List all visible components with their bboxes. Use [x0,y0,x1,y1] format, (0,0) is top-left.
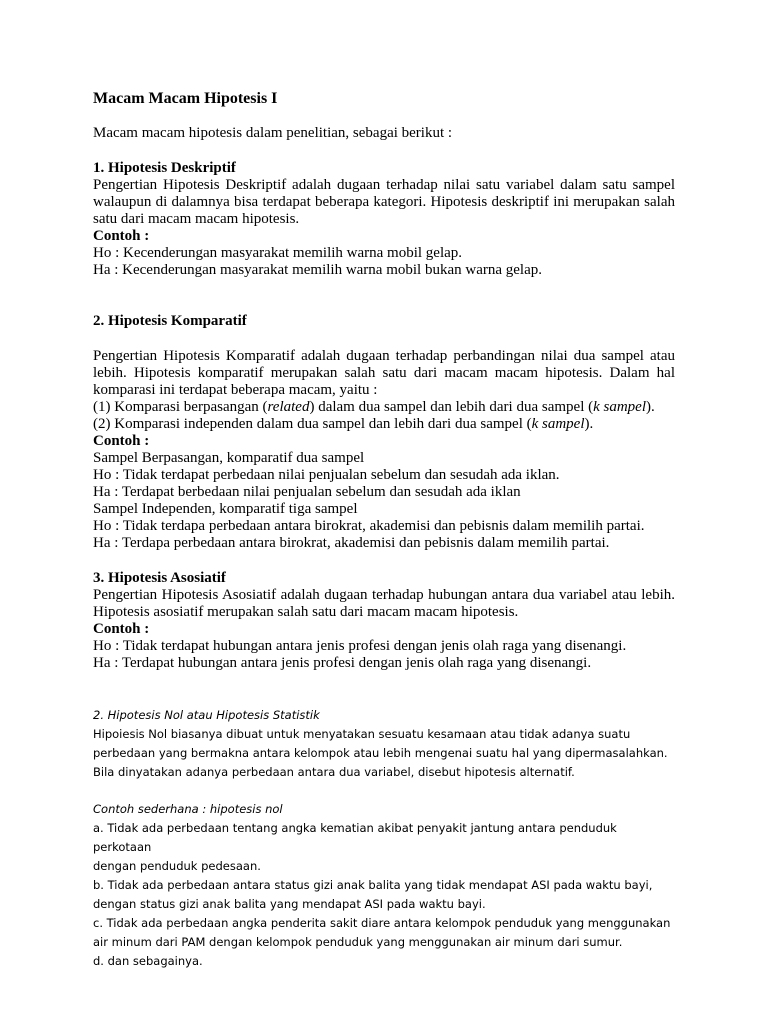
example-line: Ha : Terdapa perbedaan antara birokrat, akademisi dan pebisnis dalam memilih partai. [93,535,610,551]
ho-line: Ho : Kecenderungan masyarakat memilih warna mobil gelap. [93,245,463,261]
list-item-komparasi-1: (1) Komparasi berpasangan (related) dalam dua sampel dan lebih dari dua sampel (k sampel). [93,399,655,415]
section-heading-hipotesis-nol: 2. Hipotesis Nol atau Hipotesis Statistik [93,708,320,722]
section-body-deskriptif: Pengertian Hipotesis Deskriptif adalah dugaan terhadap nilai satu variabel dalam satu sampel walaupun di dalamnya bisa terdapat beberapa kategori. Hipotesis deskriptif ini merupakan salah satu dari macam macam hipotesis. [93,177,675,227]
section-heading-komparatif: 2. Hipotesis Komparatif [93,313,247,329]
body-line: perbedaan yang bermakna antara kelompok atau lebih mengenai suatu hal yang dipermasalahkan. [93,746,668,760]
section-body-asosiatif: Pengertian Hipotesis Asosiatif adalah dugaan terhadap hubungan antara dua variabel atau lebih. Hipotesis asosiatif merupakan salah satu dari macam macam hipotesis. [93,587,675,620]
example-line: Sampel Berpasangan, komparatif dua sampel [93,450,365,466]
contoh-label: Contoh : [93,228,150,244]
ha-line: Ha : Terdapat hubungan antara jenis profesi dengan jenis olah raga yang disenangi. [93,655,592,671]
section-heading-asosiatif: 3. Hipotesis Asosiatif [93,570,226,586]
example-line: a. Tidak ada perbedaan tentang angka kematian akibat penyakit jantung antara penduduk perkotaan [93,821,617,854]
example-line: Sampel Independen, komparatif tiga sampel [93,501,358,517]
example-line: Ho : Tidak terdapa perbedaan antara birokrat, akademisi dan pebisnis dalam memilih partai. [93,518,645,534]
example-line: air minum dari PAM dengan kelompok penduduk yang menggunakan air minum dari sumur. [93,935,623,949]
ha-line: Ha : Kecenderungan masyarakat memilih warna mobil bukan warna gelap. [93,262,542,278]
intro-text: Macam macam hipotesis dalam penelitian, sebagai berikut : [93,125,453,141]
example-line: Ha : Terdapat berbedaan nilai penjualan sebelum dan sesudah ada iklan [93,484,521,500]
contoh-label: Contoh : [93,433,150,449]
example-line: dengan penduduk pedesaan. [93,859,261,873]
example-line: c. Tidak ada perbedaan angka penderita sakit diare antara kelompok penduduk yang menggunakan [93,916,671,930]
example-line: d. dan sebagainya. [93,954,203,968]
body-line: Hipoiesis Nol biasanya dibuat untuk menyatakan sesuatu kesamaan atau tidak adanya suatu [93,727,631,741]
contoh-label: Contoh : [93,621,150,637]
document-title: Macam Macam Hipotesis I [93,90,278,107]
example-line: b. Tidak ada perbedaan antara status gizi anak balita yang tidak mendapat ASI pada waktu bayi, [93,878,653,892]
section-heading-deskriptif: 1. Hipotesis Deskriptif [93,160,236,176]
list-item-komparasi-2: (2) Komparasi independen dalam dua sampel dan lebih dari dua sampel (k sampel). [93,416,594,432]
section-body-komparatif: Pengertian Hipotesis Komparatif adalah dugaan terhadap perbandingan nilai dua sampel atau lebih. Hipotesis komparatif merupakan salah satu dari macam macam hipotesis. Dalam hal komparasi ini terdapat beberapa macam, yaitu : [93,348,675,398]
ho-line: Ho : Tidak terdapat hubungan antara jenis profesi dengan jenis olah raga yang disenangi. [93,638,627,654]
example-line: Ho : Tidak terdapat perbedaan nilai penjualan sebelum dan sesudah ada iklan. [93,467,560,483]
example-line: dengan status gizi anak balita yang mendapat ASI pada waktu bayi. [93,897,486,911]
example-heading: Contoh sederhana : hipotesis nol [93,802,283,816]
body-line: Bila dinyatakan adanya perbedaan antara dua variabel, disebut hipotesis alternatif. [93,765,575,779]
document-page [93,90,675,971]
